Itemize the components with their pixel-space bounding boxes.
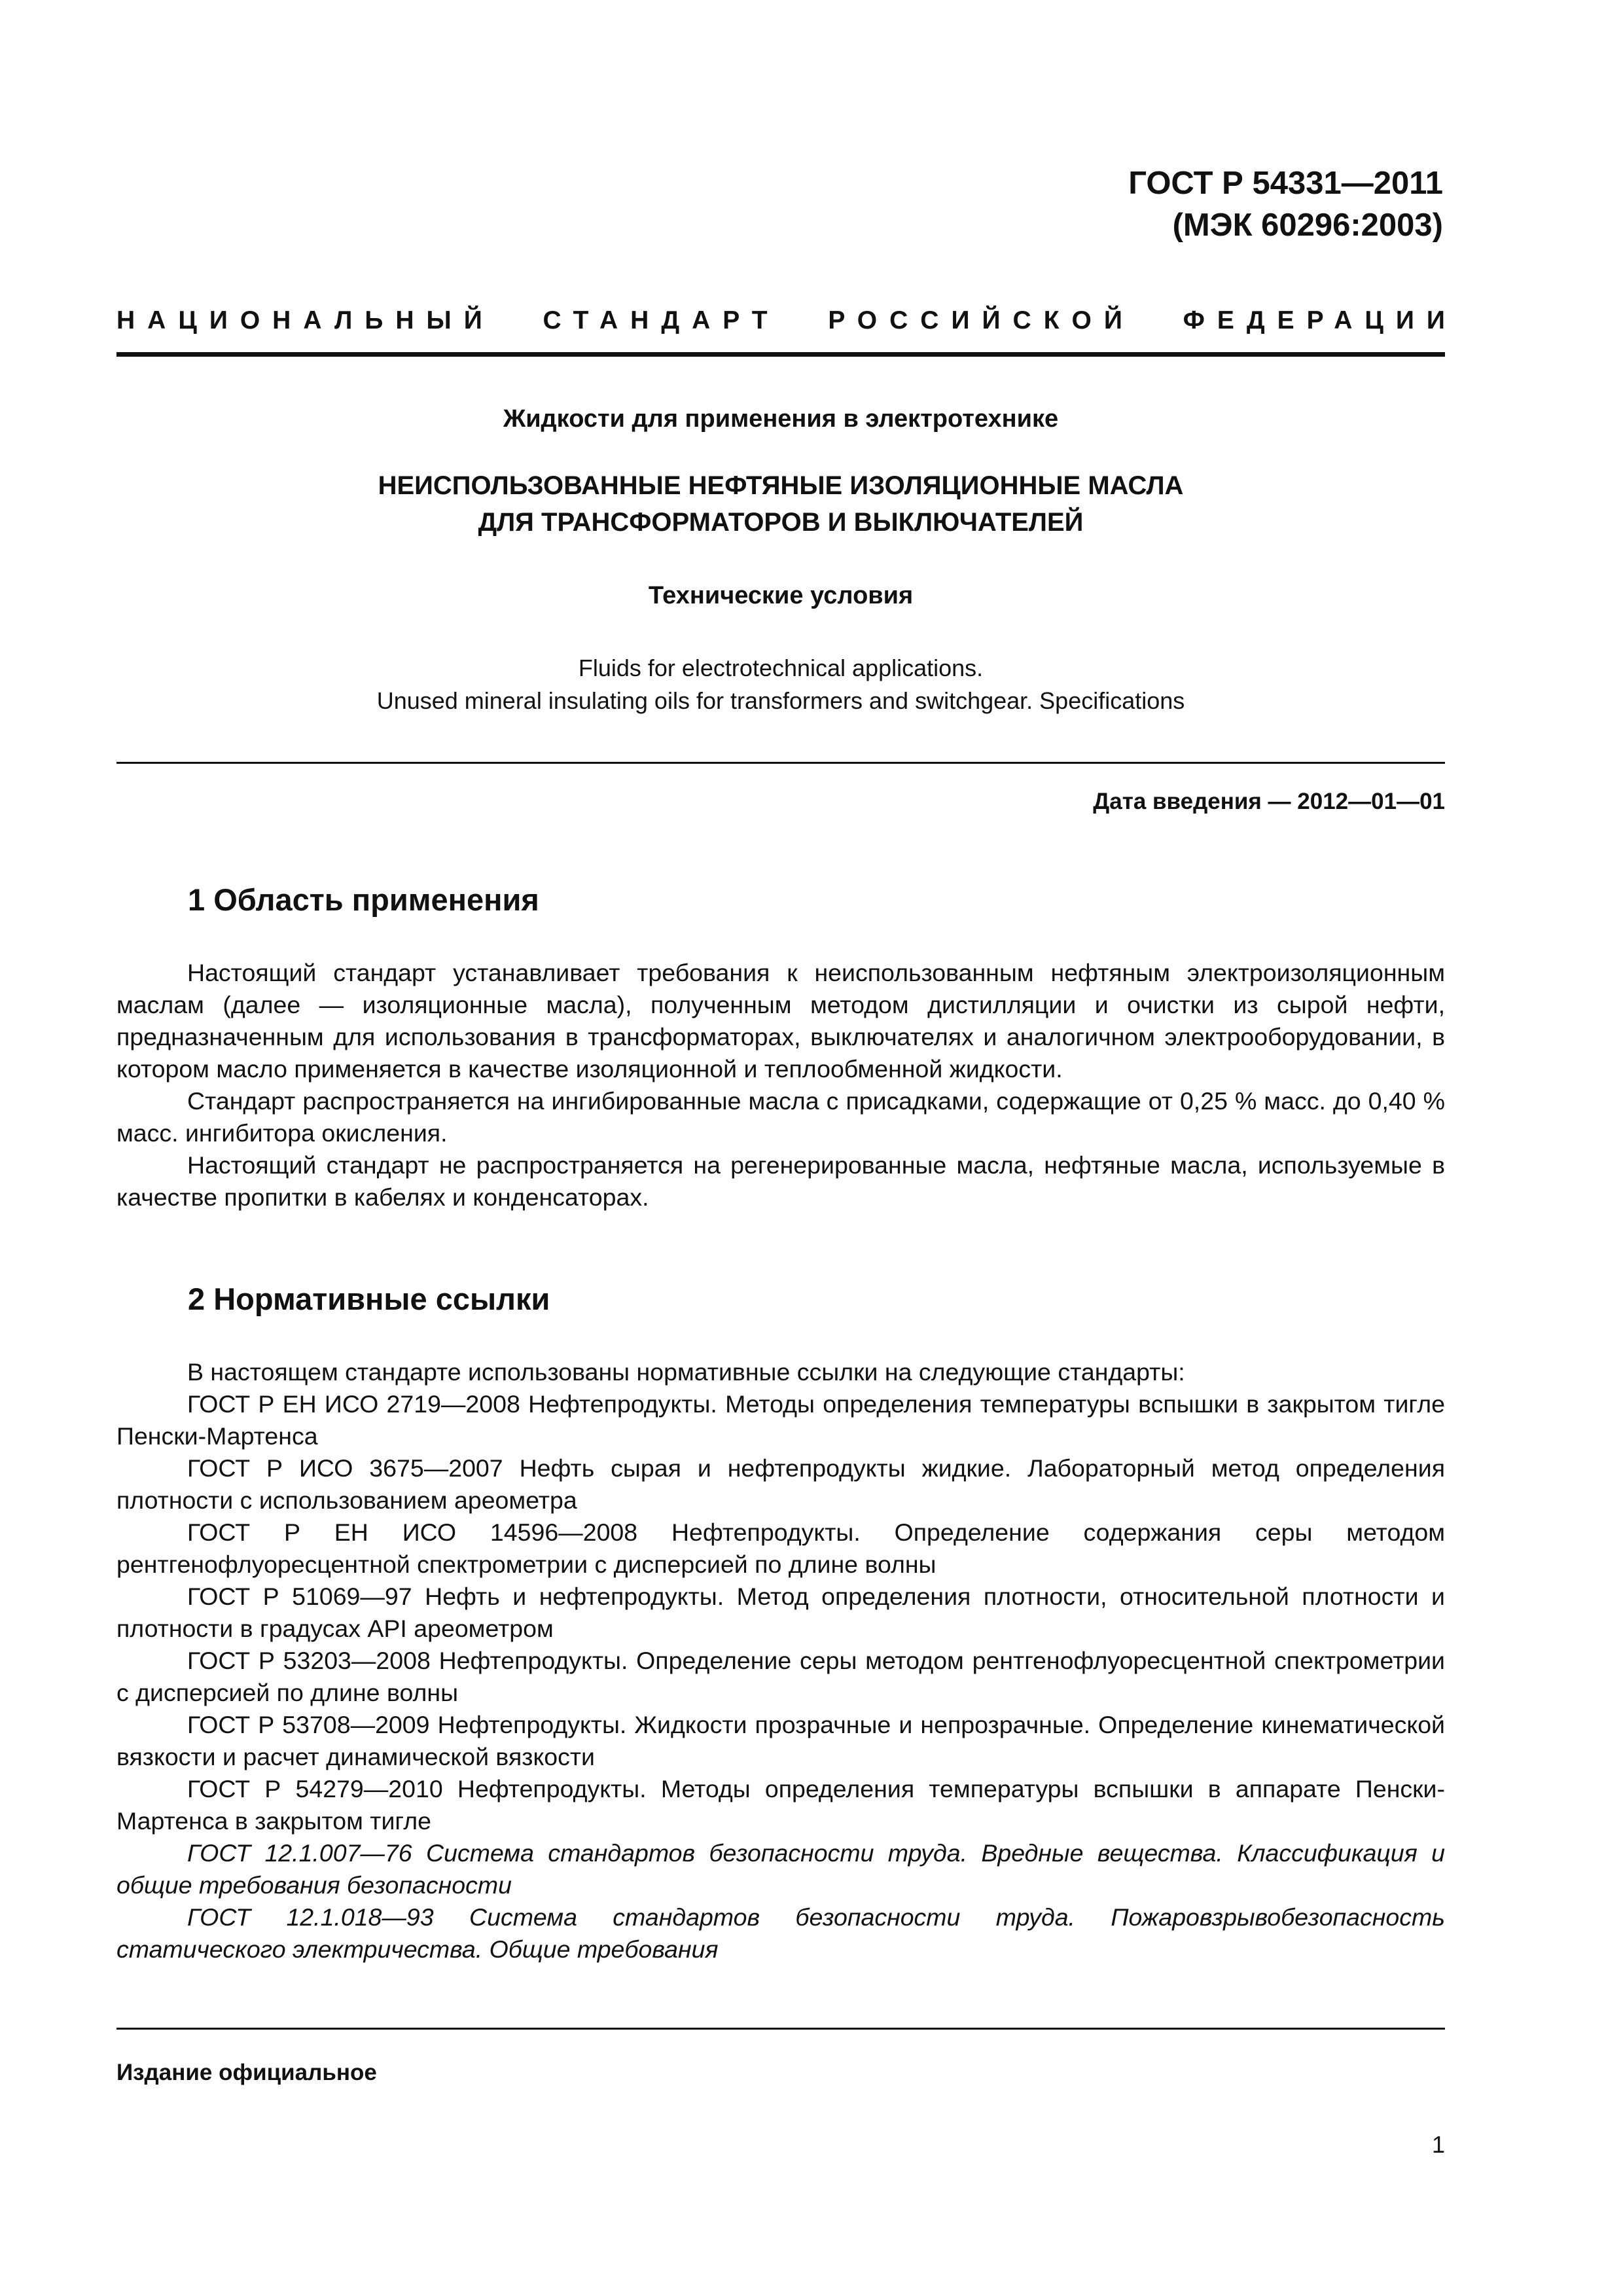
paragraph: Стандарт распространяется на ингибированные масла с присадками, содержащие от 0,25 % масс. до 0,40 % масс. ингибитора окисления. [116, 1087, 1445, 1147]
normative-reference: ГОСТ Р 53708—2009 Нефтепродукты. Жидкости прозрачные и непрозрачные. Определение кинематической вязкости и расчет динамической вязкости [116, 1711, 1445, 1770]
banner-word: РОССИЙСКОЙ [828, 306, 1135, 334]
national-standard-banner [116, 301, 1457, 340]
section-heading: 2 Нормативные ссылки [188, 1282, 550, 1316]
english-title [116, 652, 1445, 717]
field-title: Жидкости для применения в электротехнике [503, 405, 1059, 433]
main-title-line: ДЛЯ ТРАНСФОРМАТОРОВ И ВЫКЛЮЧАТЕЛЕЙ [478, 508, 1084, 537]
introduction-date: Дата введения — 2012—01—01 [1093, 789, 1445, 814]
page-number: 1 [1431, 2131, 1445, 2158]
normative-reference: ГОСТ Р 53203—2008 Нефтепродукты. Определение серы методом рентгенофлуоресцентной спектрометрии с дисперсией по длине волны [116, 1647, 1445, 1706]
normative-reference: ГОСТ Р ИСО 3675—2007 Нефть сырая и нефтепродукты жидкие. Лабораторный метод определения плотности с использованием ареометра [116, 1454, 1445, 1514]
normative-reference: ГОСТ 12.1.007—76 Система стандартов безопасности труда. Вредные вещества. Классификация и общие требования безопасности [116, 1839, 1445, 1899]
normative-reference: ГОСТ Р 54279—2010 Нефтепродукты. Методы определения температуры вспышки в аппарате Пенски-Мартенса в закрытом тигле [116, 1775, 1445, 1835]
standard-code: ГОСТ Р 54331—2011 [1128, 166, 1443, 201]
normative-reference: ГОСТ Р ЕН ИСО 2719—2008 Нефтепродукты. Методы определения температуры вспышки в закрытом тигле Пенски-Мартенса [116, 1390, 1445, 1450]
banner-word: СТАНДАРТ [543, 306, 780, 334]
normative-reference: ГОСТ 12.1.018—93 Система стандартов безопасности труда. Пожаровзрывобезопасность статического электричества. Общие требования [116, 1903, 1445, 1963]
banner-word: ФЕДЕРАЦИИ [1183, 306, 1457, 334]
paragraph: Настоящий стандарт устанавливает требования к неиспользованным нефтяным электроизоляционным маслам (далее — изоляционные масла), полученным методом дистилляции и очистки из сырой нефти, предназначенным для использования в трансформаторах, выключателях и аналогичном электрооборудовании, в котором масло применяется в качестве изоляционной и теплообменной жидкости. [116, 959, 1445, 1083]
main-title [116, 467, 1445, 541]
section-heading: 1 Область применения [188, 882, 539, 917]
official-edition-note: Издание официальное [116, 2060, 377, 2085]
english-title-line: Fluids for electrotechnical applications. [578, 655, 984, 681]
english-title-line: Unused mineral insulating oils for transformers and switchgear. Specifications [376, 687, 1185, 714]
main-title-line: НЕИСПОЛЬЗОВАННЫЕ НЕФТЯНЫЕ ИЗОЛЯЦИОННЫЕ МАСЛА [378, 471, 1184, 500]
title-divider [116, 762, 1445, 764]
footer-divider [116, 2028, 1445, 2030]
banner-word: НАЦИОНАЛЬНЫЙ [116, 306, 495, 334]
normative-reference: ГОСТ Р ЕН ИСО 14596—2008 Нефтепродукты. Определение содержания серы методом рентгенофлуоресцентной спектрометрии с дисперсией по длине волны [116, 1518, 1445, 1578]
iec-reference: (МЭК 60296:2003) [1172, 207, 1443, 243]
section-2-body [116, 1356, 1445, 1965]
standard-code-block [1128, 162, 1443, 246]
banner-rule [116, 352, 1445, 357]
section-1-body [116, 957, 1445, 1213]
normative-reference: ГОСТ Р 51069—97 Нефть и нефтепродукты. Метод определения плотности, относительной плотности и плотности в градусах API ареометром [116, 1583, 1445, 1642]
paragraph: В настоящем стандарте использованы нормативные ссылки на следующие стандарты: [187, 1358, 1185, 1386]
subtitle: Технические условия [648, 582, 914, 609]
paragraph: Настоящий стандарт не распространяется на регенерированные масла, нефтяные масла, используемые в качестве пропитки в кабелях и конденсаторах. [116, 1151, 1445, 1211]
